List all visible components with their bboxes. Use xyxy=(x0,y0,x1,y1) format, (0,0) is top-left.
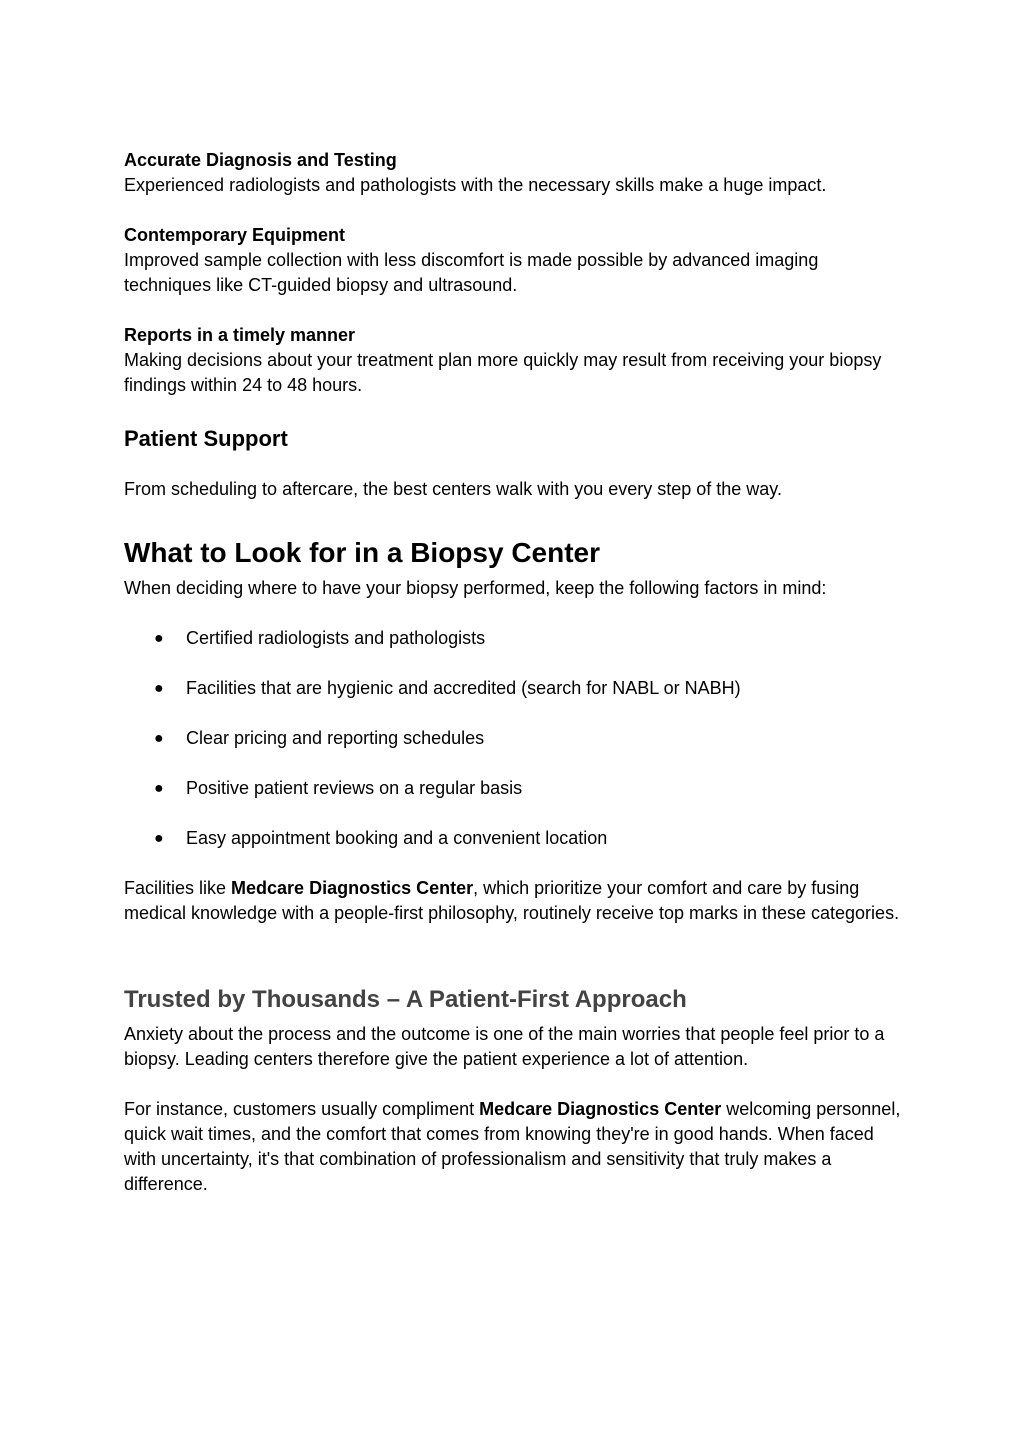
document-page xyxy=(124,148,904,1197)
bullet-icon: ● xyxy=(154,730,164,747)
para-text-end: welcoming personnel, quick wait times, and the comfort that comes from knowing they're in good hands. When faced with uncertainty, it's that combination of professionalism and sensitivity that truly makes a difference. xyxy=(124,1099,901,1194)
list-item-text: Easy appointment booking and a convenient location xyxy=(186,828,608,848)
list-item-text: Clear pricing and reporting schedules xyxy=(186,728,485,748)
factors-list xyxy=(124,626,904,851)
list-item xyxy=(124,726,904,751)
bullet-icon: ● xyxy=(154,630,164,647)
patient-support-body: From scheduling to aftercare, the best centers walk with you every step of the way. xyxy=(124,479,782,499)
list-item xyxy=(124,676,904,701)
trusted-para-1: Anxiety about the process and the outcome is one of the main worries that people feel prior to a biopsy. Leading centers therefore give the patient experience a lot of attention. xyxy=(124,1024,885,1069)
list-item xyxy=(124,626,904,651)
medcare-name: Medcare Diagnostics Center xyxy=(479,1099,722,1119)
bullet-icon: ● xyxy=(154,780,164,797)
closing-text-start: Facilities like xyxy=(124,878,232,898)
section-title: Contemporary Equipment xyxy=(124,225,346,245)
section-contemporary-equipment xyxy=(124,223,904,298)
medcare-name: Medcare Diagnostics Center xyxy=(231,878,474,898)
section-timely-reports xyxy=(124,323,904,398)
para-text-start: For instance, customers usually compliment xyxy=(124,1099,480,1119)
bullet-icon: ● xyxy=(154,830,164,847)
section-title: Accurate Diagnosis and Testing xyxy=(124,150,397,170)
list-item xyxy=(124,826,904,851)
section-body: Making decisions about your treatment plan more quickly may result from receiving your biopsy findings within 24 to 48 hours. xyxy=(124,350,882,395)
list-item-text: Positive patient reviews on a regular basis xyxy=(186,778,523,798)
look-for-closing xyxy=(124,876,904,926)
trusted-para-2 xyxy=(124,1097,904,1197)
section-accurate-diagnosis xyxy=(124,148,904,198)
list-item-text: Facilities that are hygienic and accredited (search for NABL or NABH) xyxy=(186,678,741,698)
look-for-intro: When deciding where to have your biopsy performed, keep the following factors in mind: xyxy=(124,578,827,598)
section-title: Reports in a timely manner xyxy=(124,325,356,345)
section-body: Improved sample collection with less discomfort is made possible by advanced imaging techniques like CT-guided biopsy and ultrasound. xyxy=(124,250,819,295)
closing-text-end: , which prioritize your comfort and care by fusing medical knowledge with a people-first philosophy, routinely receive top marks in these categories. xyxy=(124,878,900,923)
list-item xyxy=(124,776,904,801)
bullet-icon: ● xyxy=(154,680,164,697)
look-for-heading: What to Look for in a Biopsy Center xyxy=(124,537,601,568)
list-item-text: Certified radiologists and pathologists xyxy=(186,628,486,648)
patient-support-heading: Patient Support xyxy=(124,426,288,451)
trusted-heading: Trusted by Thousands – A Patient-First Approach xyxy=(124,986,687,1013)
section-body: Experienced radiologists and pathologists with the necessary skills make a huge impact. xyxy=(124,175,827,195)
